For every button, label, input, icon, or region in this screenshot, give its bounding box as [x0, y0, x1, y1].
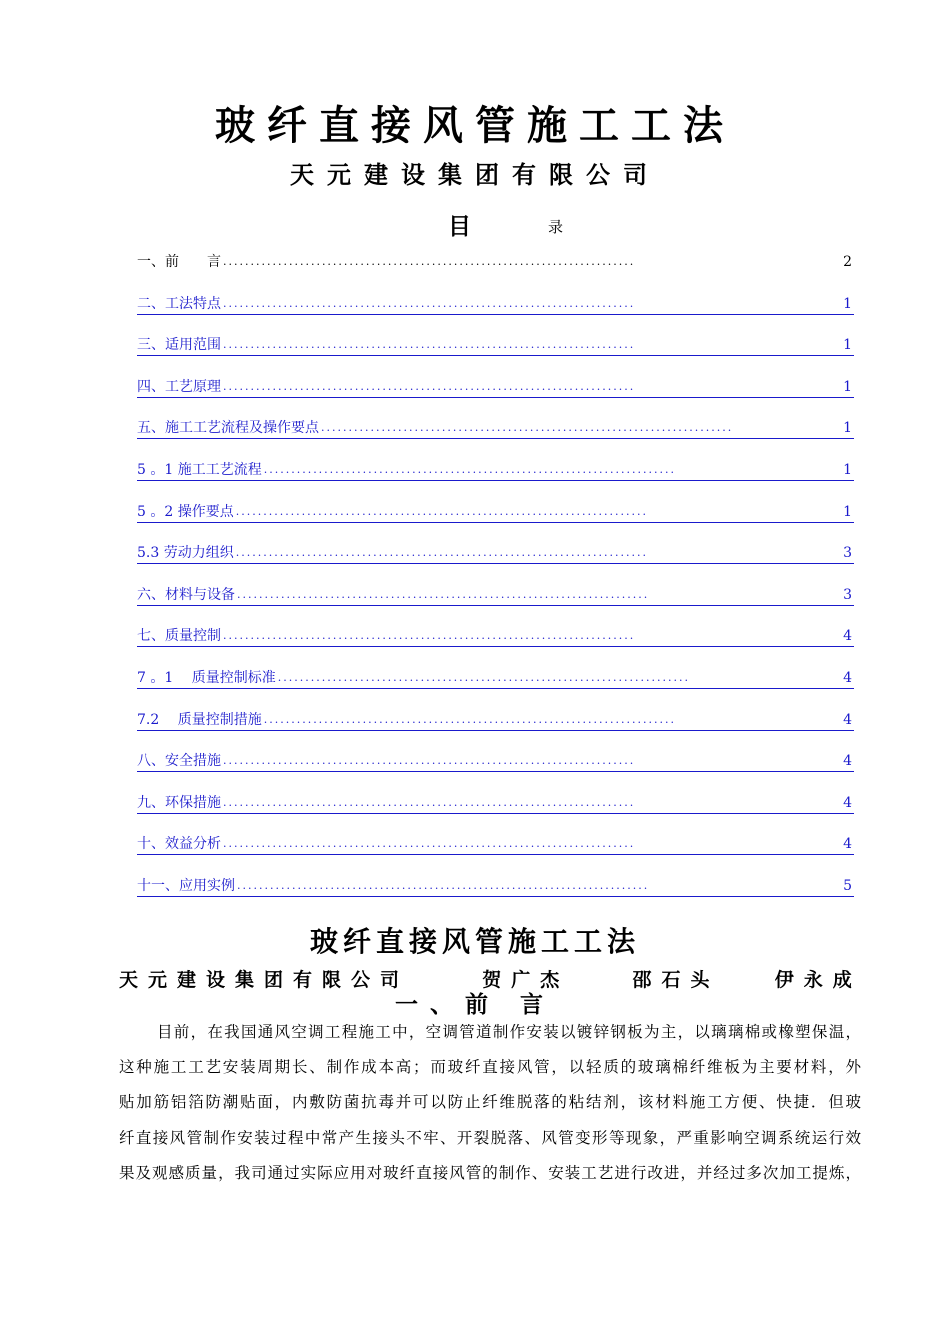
toc-entry-label: 二、工法特点 [137, 295, 221, 312]
toc-entry[interactable] [137, 710, 854, 752]
link-underline [137, 771, 854, 772]
company-name: 天元建设集团有限公司 [290, 160, 660, 189]
link-underline [137, 854, 854, 855]
toc-leader-dots: ........................................................................... [237, 878, 650, 892]
paragraph-line: 果及观感质量，我司通过实际应用对玻纤直接风管的制作、安装工艺进行改进，并经过多次加工提炼， [119, 1163, 861, 1182]
toc-entry-page: 3 [843, 545, 852, 562]
toc-leader-dots: ........................................................................... [237, 587, 650, 601]
toc-entry[interactable] [137, 876, 854, 918]
link-underline [137, 355, 854, 356]
toc-entry-page: 5 [843, 877, 852, 894]
toc-entry-page: 3 [843, 586, 852, 603]
toc-leader-dots: ........................................................................... [223, 629, 636, 643]
toc-entry[interactable] [137, 294, 854, 336]
toc-entry-label: 五、施工工艺流程及操作要点 [137, 420, 319, 437]
toc-leader-dots: ........................................................................... [223, 338, 636, 352]
article-company: 天元建设集团有限公司 [119, 969, 410, 991]
toc-entry-page: 4 [843, 628, 852, 645]
toc-entry[interactable] [137, 418, 854, 460]
toc-entry-page: 1 [843, 337, 852, 354]
toc-entry-label: 5 。1 施工工艺流程 [137, 461, 262, 478]
toc-leader-dots: ........................................................................... [223, 255, 636, 268]
toc-heading [0, 208, 950, 244]
author-name: 伊永成 [774, 969, 862, 991]
toc-leader-dots: ........................................................................... [235, 546, 648, 560]
toc-entry[interactable] [137, 834, 854, 876]
toc-entry[interactable] [137, 460, 854, 502]
toc-entry-label: 七、质量控制 [137, 628, 221, 645]
toc-entry-page: 1 [843, 295, 852, 312]
toc-heading-big: 目 [448, 213, 471, 240]
toc-entry-page: 4 [843, 836, 852, 853]
paragraph-line: 这种施工工艺安装周期长、制作成本高；而玻纤直接风管，以轻质的玻璃棉纤维板为主要材料，外 [119, 1058, 861, 1077]
toc-leader-dots: ........................................................................... [263, 712, 676, 726]
link-underline [137, 646, 854, 647]
toc-leader-dots: ........................................................................... [223, 837, 636, 851]
link-underline [137, 896, 854, 897]
toc-entry-label: 八、安全措施 [137, 753, 221, 770]
toc-entry-page: 4 [843, 794, 852, 811]
link-underline [137, 314, 854, 315]
toc-entry-label: 一、前 言 [137, 254, 221, 270]
toc-entry[interactable] [137, 377, 854, 419]
link-underline [137, 397, 854, 398]
toc-entry-page: 4 [843, 711, 852, 728]
link-underline [137, 522, 854, 523]
toc-entry-label: 十、效益分析 [137, 836, 221, 853]
toc-entry-label: 7 。1 质量控制标准 [137, 669, 276, 686]
document-title: 玻纤直接风管施工工法 [215, 102, 735, 149]
toc-entry-label: 四、工艺原理 [137, 378, 221, 395]
table-of-contents [137, 252, 854, 918]
toc-entry-page: 1 [843, 378, 852, 395]
toc-heading-small: 录 [548, 218, 564, 236]
toc-entry-label: 5.3 劳动力组织 [137, 545, 234, 562]
body-paragraph [119, 1015, 861, 1191]
toc-entry-label: 三、适用范围 [137, 337, 221, 354]
toc-leader-dots: ........................................................................... [235, 504, 648, 518]
toc-leader-dots: ........................................................................... [223, 379, 636, 393]
toc-entry[interactable] [137, 793, 854, 835]
article-title: 玻纤直接风管施工工法 [309, 925, 640, 958]
link-underline [137, 563, 854, 564]
toc-entry[interactable] [137, 543, 854, 585]
toc-leader-dots: ........................................................................... [263, 462, 676, 476]
toc-entry-page: 4 [843, 753, 852, 770]
author-name: 贺广杰 [482, 969, 570, 991]
link-underline [137, 438, 854, 439]
paragraph-line: 贴加筋铝箔防潮贴面，内敷防菌抗毒并可以防止纤维脱落的粘结剂，该材料施工方便、快捷．但玻 [119, 1093, 861, 1112]
toc-entry-page: 4 [843, 669, 852, 686]
toc-entry[interactable] [137, 502, 854, 544]
toc-entry-label: 十一、应用实例 [137, 877, 235, 894]
toc-entry[interactable] [137, 626, 854, 668]
toc-entry-label: 5 。2 操作要点 [137, 503, 234, 520]
toc-leader-dots: ........................................................................... [223, 296, 636, 310]
toc-leader-dots: ........................................................................... [223, 795, 636, 809]
toc-entry-page: 1 [843, 420, 852, 437]
link-underline [137, 813, 854, 814]
toc-entry[interactable] [137, 335, 854, 377]
toc-entry-page: 2 [843, 254, 852, 270]
toc-entry[interactable] [137, 668, 854, 710]
toc-entry-page: 1 [843, 503, 852, 520]
author-name: 邵石头 [632, 969, 720, 991]
link-underline [137, 480, 854, 481]
toc-leader-dots: ........................................................................... [277, 670, 690, 684]
toc-leader-dots: ........................................................................... [223, 754, 636, 768]
toc-entry [137, 252, 854, 294]
link-underline [137, 730, 854, 731]
link-underline [137, 688, 854, 689]
paragraph-line: 目前，在我国通风空调工程施工中，空调管道制作安装以镀锌钢板为主，以璃璃棉或橡塑保温， [157, 1023, 861, 1041]
toc-entry[interactable] [137, 585, 854, 627]
toc-entry-label: 六、材料与设备 [137, 586, 235, 603]
toc-entry-label: 九、环保措施 [137, 794, 221, 811]
paragraph-line: 纤直接风管制作安装过程中常产生接头不牢、开裂脱落、风管变形等现象，严重影响空调系统运行效 [119, 1128, 861, 1147]
toc-entry-label: 7.2 质量控制措施 [137, 711, 262, 728]
section-heading: 一、前 言 [394, 991, 555, 1018]
toc-entry-page: 1 [843, 461, 852, 478]
toc-entry[interactable] [137, 751, 854, 793]
link-underline [137, 605, 854, 606]
toc-leader-dots: ........................................................................... [321, 421, 734, 435]
